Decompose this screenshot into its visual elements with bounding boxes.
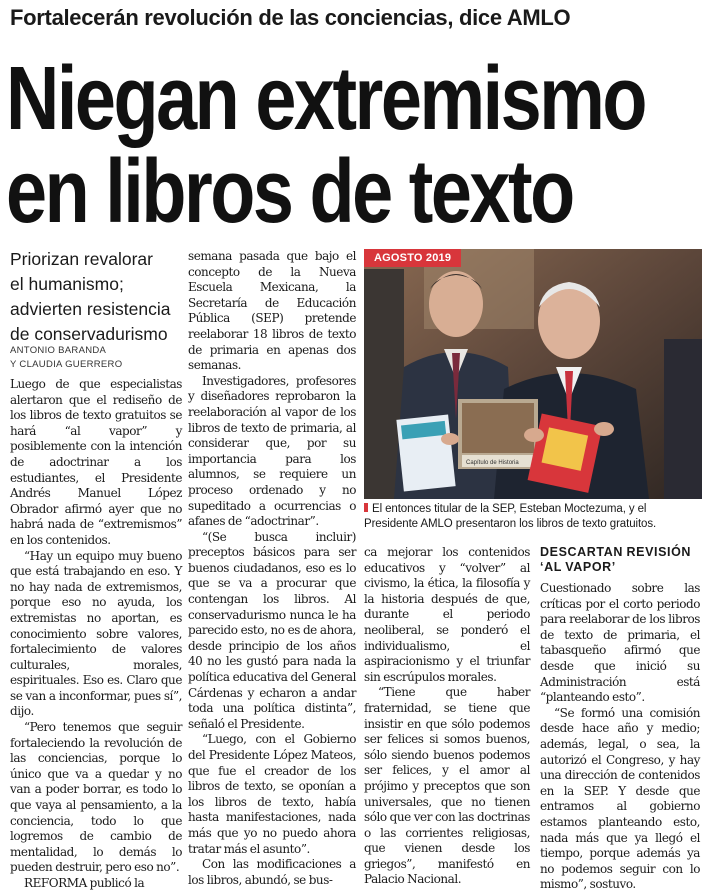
book-title: Capítulo de Historia: [466, 460, 519, 466]
paragraph: Luego de que especialistas alertaron que el rediseño de los libros de texto gratuitos se hará “al vapor” y posiblemente con la intención de adoctrinar a los estudiantes, el Presidente Andrés Manuel López Obrador afirmó ayer que no habrá nada de “extremismos” en los contenidos.: [10, 377, 182, 547]
paragraph: Cuestionado sobre las críticas por el corto periodo para reelaborar de los libros de texto de primaria, el tabasqueño afirmó que desde que inició su Administración está “planteando esto”.: [540, 581, 700, 705]
headline-line-1: Niegan extremismo: [6, 49, 646, 149]
article-column-4: [540, 545, 700, 892]
article-column-1: [10, 377, 182, 890]
byline: [10, 344, 185, 372]
paragraph: “Tiene que haber fraternidad, se tiene que insistir en que sólo podemos ser felices si somos buenos, sólo siendo buenos podemos ser felices, y el amor al prójimo y preceptos que son universales, que no tienen sólo que ver con las doctrinas o las corrientes religiosas, que vienen desde los griegos”, manifestó en Palacio Nacional.: [364, 685, 530, 887]
kicker: Fortalecerán revolución de las conciencias, dice AMLO: [10, 5, 571, 30]
paragraph: Investigadores, profesores y diseñadores reprobaron la reelaboración al vapor de los libros de texto de primaria, al considerar que, por su importancia para los alumnos, se requiere un proceso ordenado y no supeditado a ocurrencias o afanes de “adoctrinar”.: [188, 373, 356, 529]
paragraph: semana pasada que bajo el concepto de la Nueva Escuela Mexicana, la Secretaría de Educación Pública (SEP) pretende reelaborar 18 libros de texto de primaria en apenas dos semanas.: [188, 249, 356, 373]
photo-date-badge: AGOSTO 2019: [364, 249, 461, 267]
caption-text: El entonces titular de la SEP, Esteban Moctezuma, y el Presidente AMLO presentaron los libros de texto gratuitos.: [364, 503, 657, 530]
byline-author: Y CLAUDIA GUERRERO: [10, 359, 123, 370]
subheadline-line: Priorizan revalorar: [10, 249, 153, 269]
photo-caption: [364, 502, 702, 532]
paragraph: “Pero tenemos que seguir fortaleciendo la revolución de las conciencias, porque lo único que va a quedar y no van a poder borrar, es todo lo que vaya al pensamiento, a la conciencia, todo lo que logremos de cambio de mentalidad, lo demás lo pueden destruir, pero eso no”.: [10, 720, 182, 875]
paragraph: “Hay un equipo muy bueno que está trabajando en eso. Y no hay nada de extremismos, porque eso no ayuda, los extremistas no aportan, es conocimiento sobre valores, fortalecimiento de valores culturales, morales, espirituales. Eso es. Claro que se van a inconformar, pues sí”, dijo.: [10, 548, 182, 719]
subheadline-line: el humanismo;: [10, 274, 124, 294]
photo-illustration: [364, 249, 702, 499]
subheadline-line: advierten resistencia: [10, 299, 171, 319]
subheadline: [10, 247, 185, 347]
section-heading-line: DESCARTAN REVISIÓN: [540, 545, 692, 559]
section-heading-line: ‘AL VAPOR’: [540, 560, 616, 574]
article-column-3: [364, 545, 530, 887]
byline-author: ANTONIO BARANDA: [10, 345, 107, 356]
news-photo: [364, 249, 702, 499]
headline-line-2: en libros de texto: [6, 142, 573, 242]
caption-marker-icon: [364, 503, 368, 512]
paragraph: “Luego, con el Gobierno del Presidente López Mateos, que fue el creador de los libros de texto, se oponían a los libros de texto, había hasta manifestaciones, nada más que yo no puedo ahora tratar más el asunto”.: [188, 732, 356, 856]
paragraph: REFORMA publicó la: [24, 876, 145, 890]
subheadline-line: de conservadurismo: [10, 324, 168, 344]
paragraph: ca mejorar los contenidos educativos y “volver” al civismo, la ética, la filosofía y la historia después de que, durante el periodo neoliberal, se ponderó el individualismo, el aspiracionismo y el triunfar sin escrúpulos morales.: [364, 545, 530, 684]
article-column-2: [188, 249, 356, 887]
section-heading: [540, 545, 700, 575]
paragraph: Con las modificaciones a los libros, abundó, se bus-: [188, 857, 356, 887]
paragraph: “Se formó una comisión desde hace año y medio; además, legal, o sea, la autorizó el Congreso, y hay una dirección de contenidos en la SEP. Y desde que entramos al gobierno estamos planteando esto, nada más que ya llegó el tiempo, porque además ya no podemos seguir con lo mismo”, sostuvo.: [540, 705, 700, 892]
paragraph: “(Se busca incluir) preceptos básicos para ser buenos ciudadanos, eso es lo que se va a procurar que contengan los libros. Al conservadurismo nunca le ha parecido esto, no es de ahora, desde principio de los años 40 no les gustó para nada la política educativa del General Cárdenas y echaron a andar toda una política distinta”, señaló el Presidente.: [188, 529, 356, 731]
